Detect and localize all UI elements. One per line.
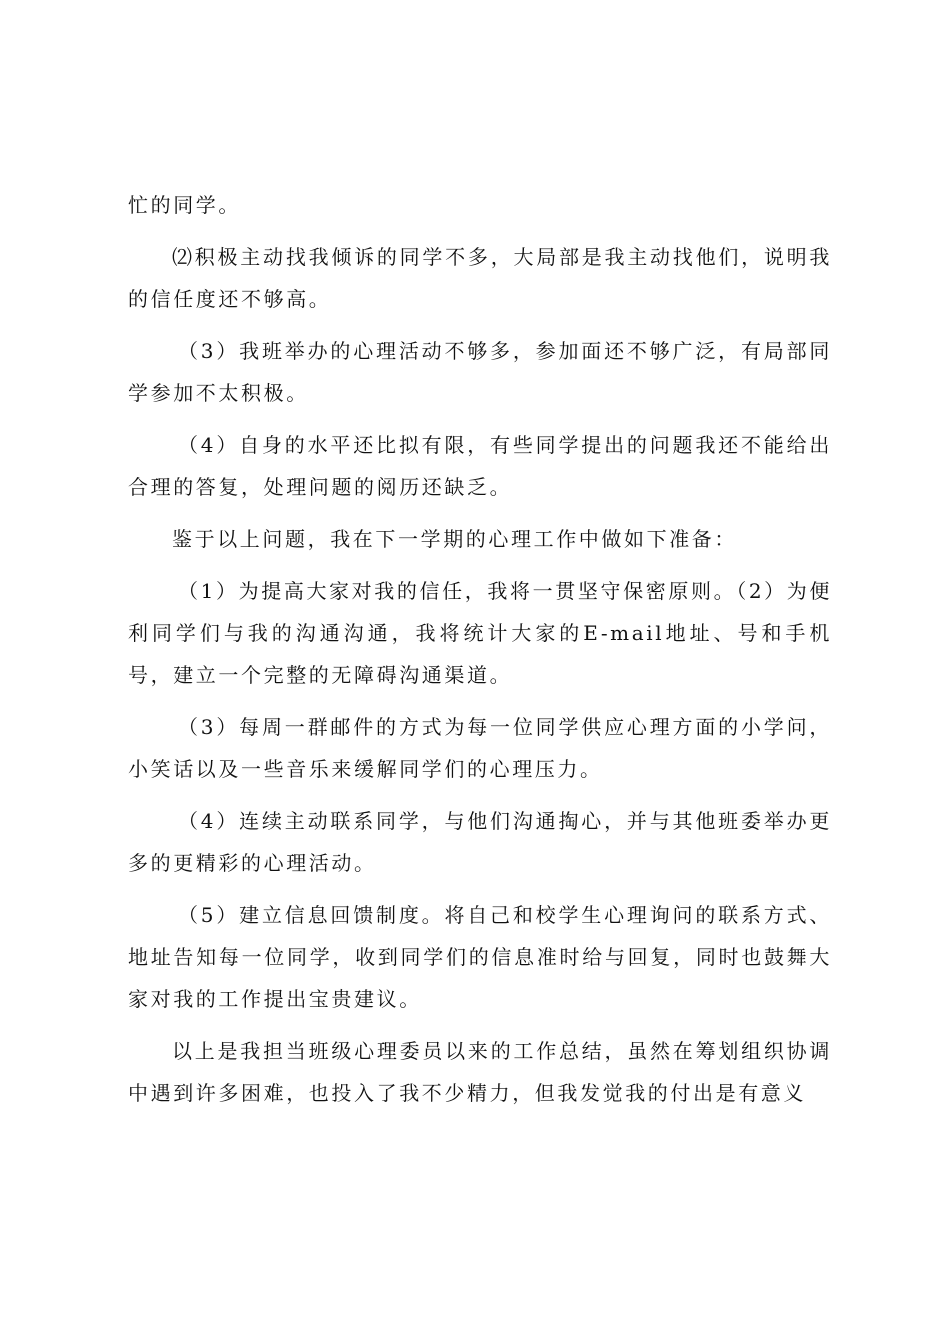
paragraph-plan-3: （3）每周一群邮件的方式为每一位同学供应心理方面的小学问，小笑话以及一些音乐来缓解同学们的心理压力。: [128, 715, 832, 781]
paragraph-plan-5: （5）建立信息回馈制度。将自己和校学生心理询问的联系方式、地址告知每一位同学，收到同学们的信息准时给与回复，同时也鼓舞大家对我的工作提出宝贵建议。: [128, 903, 832, 1011]
paragraph-plan-1-2: （1）为提高大家对我的信任，我将一贯坚守保密原则。（2）为便利同学们与我的沟通沟通，我将统计大家的E-mail地址、号和手机号，建立一个完整的无障碍沟通渠道。: [128, 579, 832, 687]
paragraph-plan-4: （4）连续主动联系同学，与他们沟通掏心，并与其他班委举办更多的更精彩的心理活动。: [128, 809, 832, 875]
paragraph-problem-2: ⑵积极主动找我倾诉的同学不多，大局部是我主动找他们，说明我的信任度还不够高。: [128, 245, 832, 311]
paragraph-problem-3: （3）我班举办的心理活动不够多，参加面还不够广泛，有局部同学参加不太积极。: [128, 339, 832, 405]
paragraph-summary: 以上是我担当班级心理委员以来的工作总结，虽然在筹划组织协调中遇到许多困难，也投入了我不少精力，但我发觉我的付出是有意义: [128, 1039, 832, 1105]
paragraph-continuation: 忙的同学。: [128, 193, 241, 217]
document-body: [128, 184, 832, 1124]
paragraph-problem-4: （4）自身的水平还比拟有限，有些同学提出的问题我还不能给出合理的答复，处理问题的阅历还缺乏。: [128, 433, 832, 499]
paragraph-plan-intro: 鉴于以上问题，我在下一学期的心理工作中做如下准备：: [172, 527, 737, 551]
